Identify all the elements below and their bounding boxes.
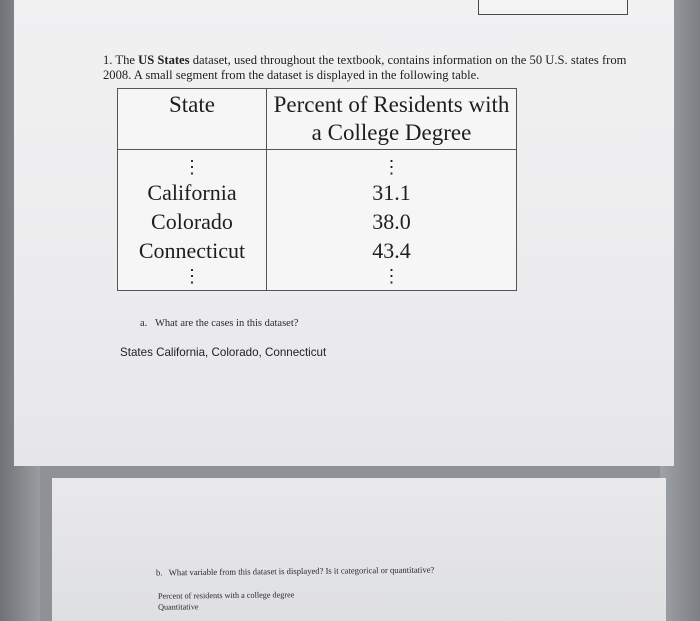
- data-table: [117, 88, 517, 291]
- question-1: [103, 53, 643, 83]
- question-text-start: The: [115, 53, 135, 67]
- part-a-answer: States California, Colorado, Connecticut: [120, 346, 327, 359]
- question-text-rest: dataset, used throughout the textbook, contains information on the 50 U.S. states from 2008. A small segment from the dataset is displayed in the following table.: [103, 53, 627, 82]
- ellipsis-bottom-value: ⋮: [382, 266, 401, 286]
- answer-box-top: [478, 0, 628, 15]
- document-page-2: [52, 478, 666, 621]
- value-california: 31.1: [372, 180, 411, 205]
- header-percent: Percent of Residents with a College Degree: [267, 89, 517, 150]
- part-b-answer-line2: Quantitative: [158, 602, 199, 612]
- state-colorado: Colorado: [151, 209, 233, 234]
- state-california: California: [147, 180, 237, 205]
- part-a-label: a.: [140, 318, 148, 329]
- part-b-answer-line1: Percent of residents with a college degree: [157, 590, 295, 601]
- ellipsis-top-value: ⋮: [382, 157, 401, 177]
- header-state: State: [118, 89, 267, 150]
- part-b-label: b.: [155, 567, 163, 578]
- state-connecticut: Connecticut: [138, 238, 246, 263]
- part-a-question: [140, 318, 298, 329]
- state-column: [118, 150, 267, 291]
- table-header-row: [118, 89, 517, 150]
- value-column: [267, 150, 517, 291]
- part-a-text: What are the cases in this dataset?: [154, 318, 299, 329]
- table-body-row: [118, 150, 517, 291]
- part-b-text: What variable from this dataset is displayed? Is it categorical or quantitative?: [168, 564, 435, 578]
- value-colorado: 38.0: [372, 209, 411, 234]
- value-connecticut: 43.4: [372, 238, 411, 263]
- question-number: 1.: [103, 53, 113, 67]
- ellipsis-top-state: ⋮: [183, 157, 201, 177]
- part-b-answer: [158, 589, 295, 612]
- dataset-name: US States: [138, 53, 190, 67]
- ellipsis-bottom-state: ⋮: [183, 266, 201, 286]
